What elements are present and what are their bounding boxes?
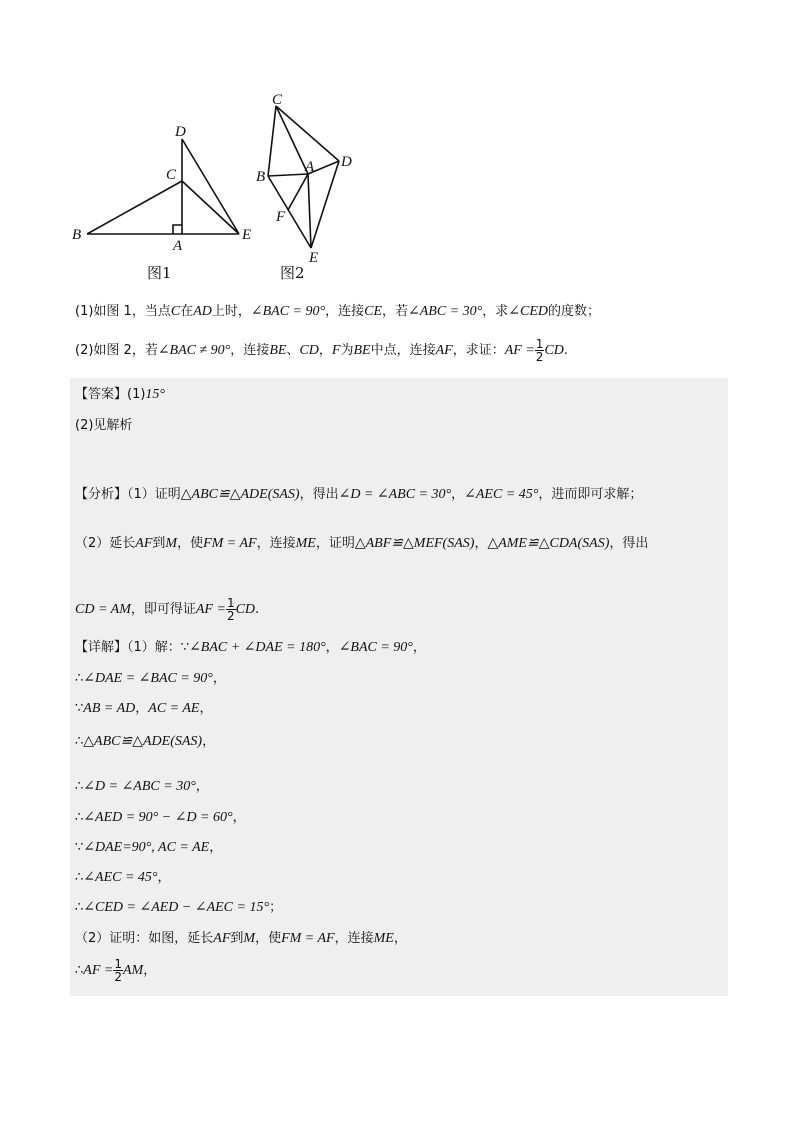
detail-line-5: ∴∠D = ∠ABC = 30°， [75,779,209,794]
fraction: $\frac{1}{2}$ [535,337,544,364]
analysis-line-3: CD = AM，即可得证AF = $\frac{1}{2}$ CD. [75,596,260,623]
detail-line-10: （2）证明：如图，延长AF到M，使FM = AF，连接ME， [75,931,407,946]
fig1-label-C: C [166,167,177,183]
detail-line-11: ∴AF = $\frac{1}{2}$ AM， [75,957,157,984]
question-2: (2)如图 2，若∠BAC ≠ 90°，连接BE、CD，F为BE中点，连接AF，求证：AF = $\frac{1}{2}$ CD. [75,337,569,364]
figure-2 [250,88,380,288]
fig2-label-E: E [309,250,319,266]
fig2-label-A: A [305,159,315,175]
fig2-label-B: B [256,169,266,185]
detail-line-8: ∴∠AEC = 45°， [75,870,171,885]
fraction: $\frac{1}{2}$ [114,957,122,984]
detail-line-4: ∴△ABC≌△ADE(SAS)， [75,734,216,749]
figure-1 [60,115,270,290]
detail-line-2: ∴∠DAE = ∠BAC = 90°， [75,671,226,686]
fig2-label-D: D [341,154,352,170]
answer-line: 【答案】(1)15° [75,387,166,402]
analysis-line-2: （2）延长AF到M，使FM = AF，连接ME，证明△ABF≌△MEF(SAS)，△AME≌△CDA(SAS)，得出 [75,536,649,551]
answer-part2: (2)见解析 [75,418,133,433]
fig1-label-B: B [72,227,82,243]
fig1-caption: 图1 [147,264,172,282]
detail-line-1: 【详解】（1）解：∵∠BAC + ∠DAE = 180°，∠BAC = 90°， [75,640,426,655]
fig1-label-E: E [242,227,252,243]
fig2-label-C: C [272,92,283,108]
fig1-label-A: A [173,238,183,254]
question-1: (1)如图 1，当点C在AD上时，∠BAC = 90°，连接CE，若∠ABC = 30°，求∠CED的度数； [75,304,600,319]
fraction: $\frac{1}{2}$ [226,596,235,623]
fig2-label-F: F [276,209,286,225]
detail-line-6: ∴∠AED = 90° − ∠D = 60°， [75,810,246,825]
analysis-line-1: 【分析】（1）证明△ABC≌△ADE(SAS)，得出∠D = ∠ABC = 30°，∠AEC = 45°，进而即可求解； [75,487,643,502]
fig1-label-D: D [175,124,186,140]
fig2-caption: 图2 [280,264,305,282]
detail-line-3: ∵AB = AD，AC = AE， [75,701,213,716]
detail-line-9: ∴∠CED = ∠AED − ∠AEC = 15°； [75,900,283,915]
detail-line-7: ∵∠DAE=90°, AC = AE， [75,840,223,855]
